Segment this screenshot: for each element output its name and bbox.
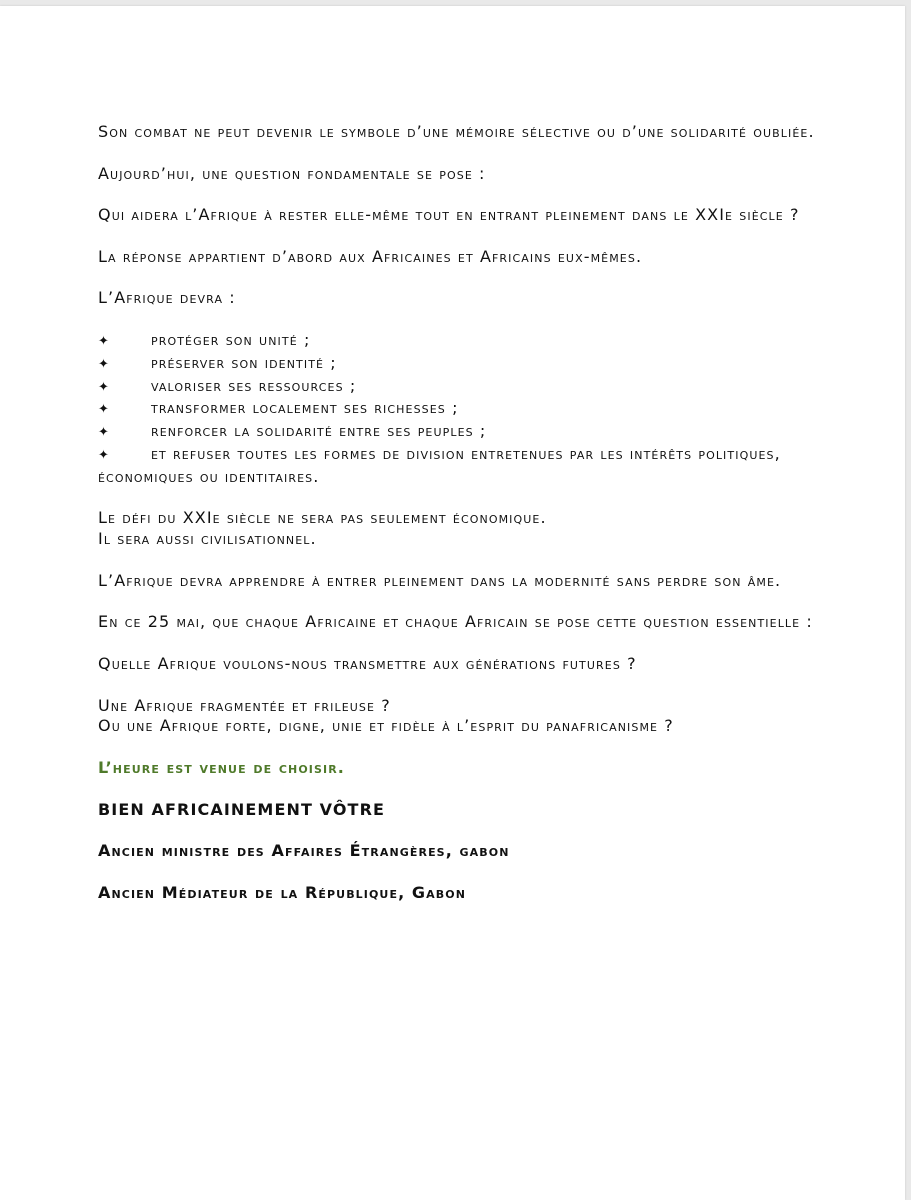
list-item [98,353,818,376]
list-item-text: préserver son identité ; [151,352,337,372]
signature-title: Ancien ministre des Affaires Étrangères, gabon [98,841,510,861]
list-item [98,376,818,399]
paragraph: Aujourd’hui, une question fondamentale se pose : [98,163,486,183]
list-item-text: renforcer la solidarité entre ses peuples ; [151,421,487,441]
list-item-text: transformer localement ses richesses ; [151,398,459,418]
paragraph-line: Il sera aussi civilisationnel. [98,529,317,549]
list-item-text: et refuser toutes les formes de division entretenues par les intérêts politiques, économiques ou identitaires. [98,443,781,486]
bullet-icon: ✦ [98,333,110,349]
paragraph: Quelle Afrique voulons-nous transmettre aux générations futures ? [98,653,637,673]
bullet-icon: ✦ [98,356,110,372]
paragraph-line: Une Afrique fragmentée et frileuse ? [98,695,391,715]
bullet-list [98,330,818,488]
paragraph: En ce 25 mai, que chaque Africaine et chaque Africain se pose cette question essentielle : [98,612,813,632]
list-item [98,398,818,421]
paragraph: Son combat ne peut devenir le symbole d’une mémoire sélective ou d’une solidarité oubliée. [98,122,815,141]
signature-title: Ancien Médiateur de la République, Gabon [98,882,467,902]
highlight-line: L’heure est venue de choisir. [98,757,345,777]
list-item [98,330,818,353]
document-body [98,122,818,924]
paragraph-line: Ou une Afrique forte, digne, unie et fidèle à l’esprit du panafricanisme ? [98,716,674,736]
paragraph [98,508,818,550]
bullet-icon: ✦ [98,425,110,441]
closing-line: BIEN AFRICAINEMENT VÔTRE [98,799,386,819]
paragraph: Qui aidera l’Afrique à rester elle-même tout en entrant pleinement dans le XXIe siècle ? [98,205,800,225]
list-item [98,444,818,488]
paragraph: L’Afrique devra : [98,288,236,308]
paragraph: L’Afrique devra apprendre à entrer pleinement dans la modernité sans perdre son âme. [98,570,782,590]
list-item-text: protéger son unité ; [151,329,311,349]
bullet-icon: ✦ [98,379,110,395]
paragraph-line: Le défi du XXIe siècle ne sera pas seulement économique. [98,508,547,528]
bullet-icon: ✦ [98,447,110,463]
paragraph: La réponse appartient d’abord aux Africaines et Africains eux-mêmes. [98,246,643,266]
document-page [0,6,905,1200]
bullet-icon: ✦ [98,402,110,418]
list-item [98,421,818,444]
paragraph [98,696,818,738]
list-item-text: valoriser ses ressources ; [151,375,357,395]
